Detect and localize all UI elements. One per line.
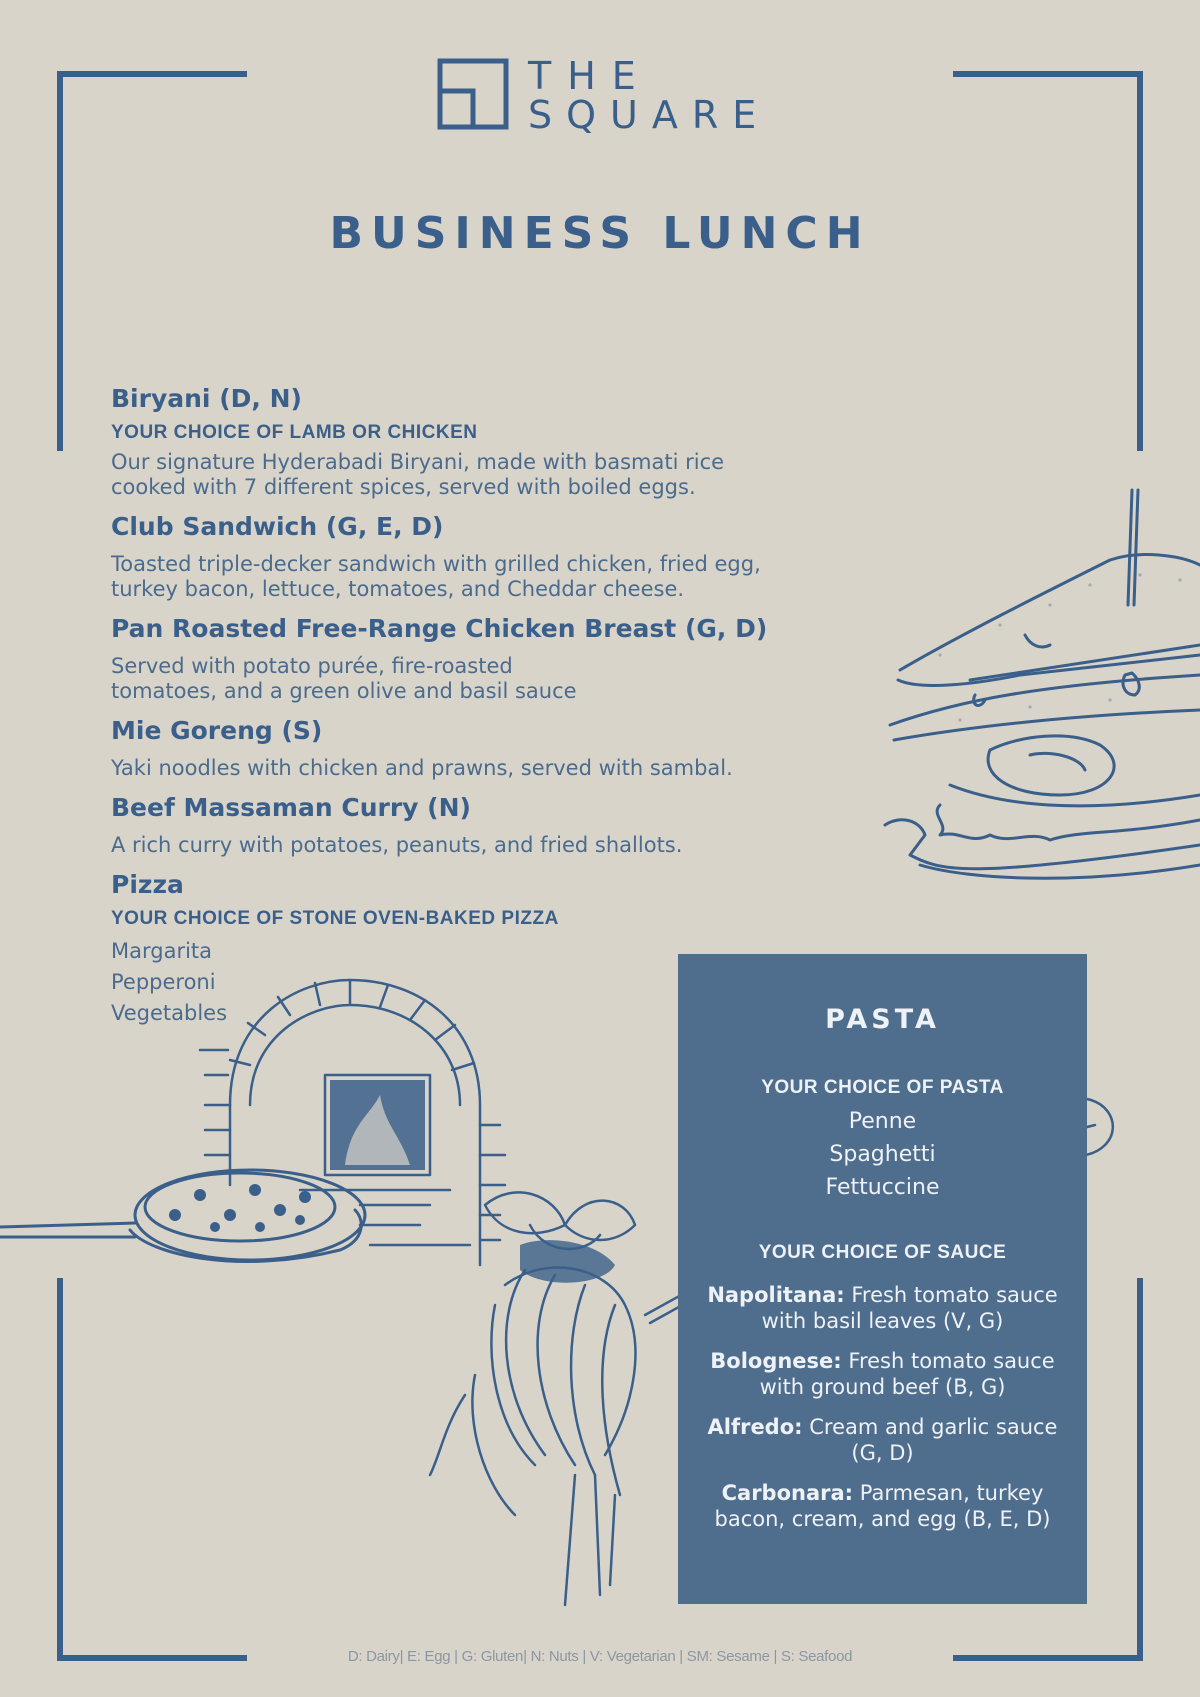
frame-corner-bottom-right-v bbox=[1137, 1278, 1143, 1661]
sauce-description: Cream and garlic sauce (G, D) bbox=[809, 1415, 1058, 1465]
pasta-option: Fettuccine bbox=[825, 1175, 940, 1200]
pasta-title: PASTA bbox=[825, 1004, 940, 1035]
item-choice: YOUR CHOICE OF STONE OVEN-BAKED PIZZA bbox=[111, 908, 559, 929]
sauce-napolitana bbox=[692, 1282, 1073, 1334]
item-description: Toasted triple-decker sandwich with grilled chicken, fried egg, turkey bacon, lettuce, tomatoes, and Cheddar cheese. bbox=[111, 552, 761, 601]
item-description: Our signature Hyderabadi Biryani, made with basmati rice cooked with 7 different spices, served with boiled eggs. bbox=[111, 450, 725, 499]
sauce-name: Bolognese: bbox=[710, 1349, 842, 1373]
sauce-name: Carbonara: bbox=[721, 1481, 854, 1505]
brand-line-2: SQUARE bbox=[528, 93, 771, 137]
item-name: Mie Goreng (S) bbox=[111, 716, 323, 745]
pasta-options bbox=[678, 1105, 1087, 1204]
item-description: Served with potato purée, fire-roasted tomatoes, and a green olive and basil sauce bbox=[111, 654, 577, 703]
pizza-option: Vegetables bbox=[111, 1001, 228, 1025]
club-sandwich-illustration bbox=[880, 485, 1200, 890]
pizza-option: Margarita bbox=[111, 939, 213, 963]
item-name: Beef Massaman Curry (N) bbox=[111, 793, 471, 822]
brand-logo bbox=[437, 54, 771, 138]
frame-corner-bottom-left-v bbox=[57, 1278, 63, 1661]
frame-corner-top-left-v bbox=[57, 71, 63, 451]
sauce-alfredo bbox=[692, 1414, 1073, 1466]
sauce-carbonara bbox=[692, 1480, 1073, 1532]
sauce-bolognese bbox=[692, 1348, 1073, 1400]
frame-corner-top-right-v bbox=[1137, 71, 1143, 451]
item-description: A rich curry with potatoes, peanuts, and fried shallots. bbox=[111, 833, 683, 857]
item-description: Yaki noodles with chicken and prawns, served with sambal. bbox=[111, 756, 733, 780]
menu-item-chicken-breast bbox=[111, 612, 911, 704]
item-name: Pan Roasted Free-Range Chicken Breast (G, D) bbox=[111, 614, 768, 643]
frame-corner-top-left-h bbox=[57, 71, 247, 77]
menu-items bbox=[111, 382, 911, 1029]
page-title: BUSINESS LUNCH bbox=[329, 208, 871, 259]
sauce-description: Parmesan, turkey bacon, cream, and egg (B, E, D) bbox=[714, 1481, 1051, 1531]
item-name: Biryani (D, N) bbox=[111, 384, 302, 413]
item-choice: YOUR CHOICE OF LAMB OR CHICKEN bbox=[111, 422, 478, 443]
pizza-option: Pepperoni bbox=[111, 970, 216, 994]
menu-item-mie-goreng bbox=[111, 714, 911, 781]
sauce-name: Alfredo: bbox=[707, 1415, 803, 1439]
frame-corner-top-right-h bbox=[953, 71, 1143, 77]
square-logo-icon bbox=[437, 58, 509, 130]
pasta-panel bbox=[678, 954, 1087, 1604]
brand-line-1: THE bbox=[528, 54, 652, 98]
menu-item-club-sandwich bbox=[111, 510, 911, 602]
menu-item-massaman-curry bbox=[111, 791, 911, 858]
sauce-choice-label: YOUR CHOICE OF SAUCE bbox=[758, 1242, 1007, 1263]
sauce-description: Fresh tomato sauce with ground beef (B, G) bbox=[759, 1349, 1055, 1399]
allergen-legend: D: Dairy| E: Egg | G: Gluten| N: Nuts | V: Vegetarian | SM: Sesame | S: Seafood bbox=[347, 1648, 853, 1665]
sauce-name: Napolitana: bbox=[707, 1283, 845, 1307]
pasta-option: Penne bbox=[848, 1109, 917, 1134]
pasta-option: Spaghetti bbox=[829, 1142, 936, 1167]
pasta-choice-label: YOUR CHOICE OF PASTA bbox=[761, 1077, 1004, 1098]
menu-item-biryani bbox=[111, 382, 911, 500]
item-name: Pizza bbox=[111, 870, 184, 899]
sauce-description: Fresh tomato sauce with basil leaves (V, G) bbox=[761, 1283, 1058, 1333]
item-name: Club Sandwich (G, E, D) bbox=[111, 512, 444, 541]
